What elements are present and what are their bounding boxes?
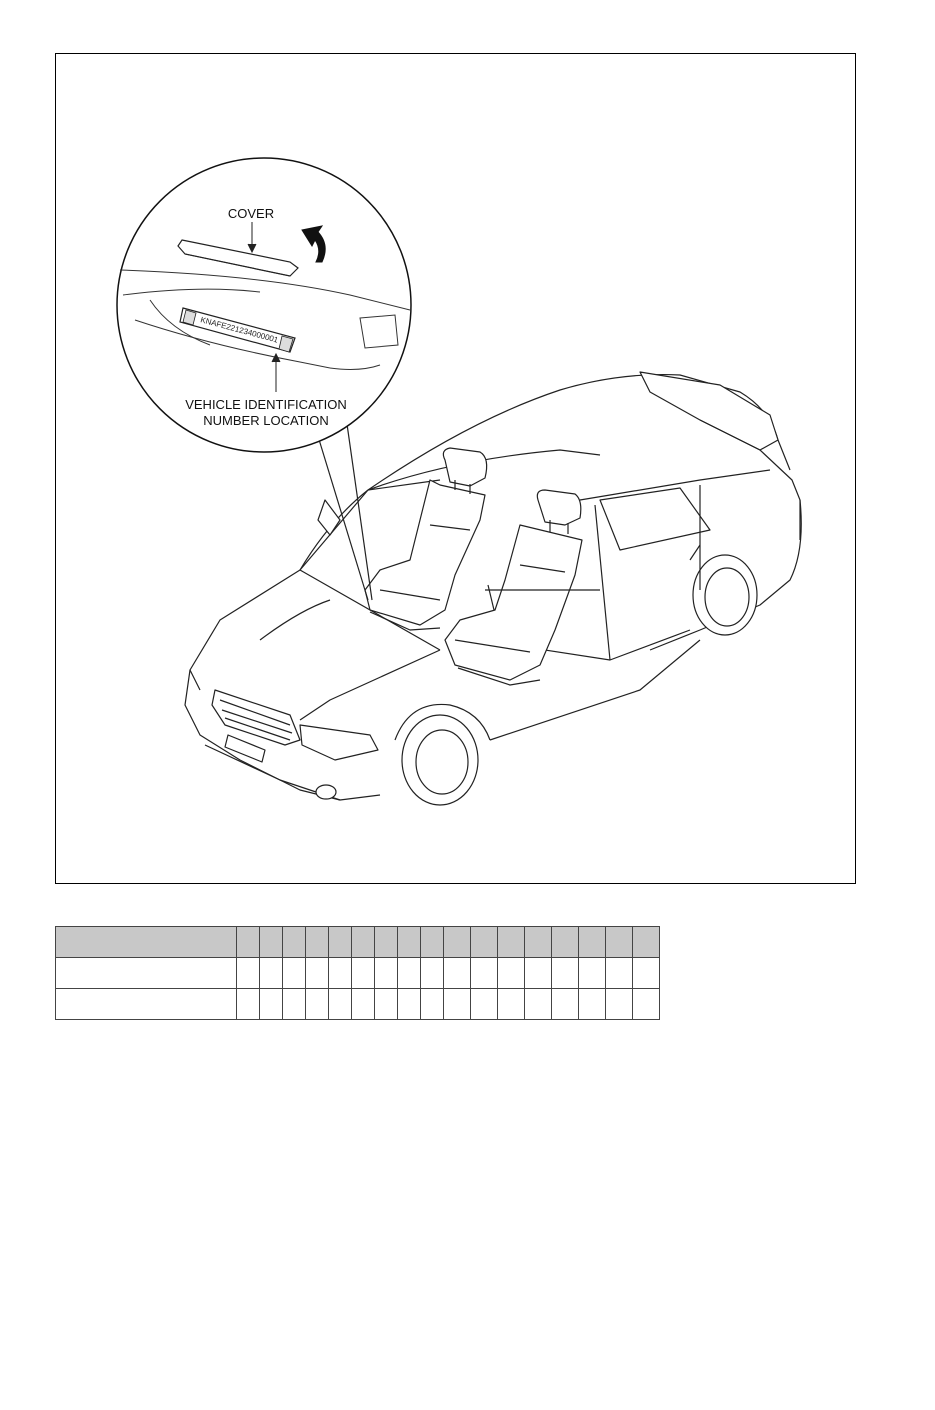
table-header-cell <box>56 927 237 958</box>
table-header-cell <box>579 927 606 958</box>
vin-code-table <box>55 926 660 1020</box>
table-header-row <box>56 927 660 958</box>
table-cell <box>606 958 633 989</box>
table-cell <box>498 989 525 1020</box>
table-header-cell <box>306 927 329 958</box>
table-cell <box>444 989 471 1020</box>
table-header-cell <box>283 927 306 958</box>
table-header-cell <box>471 927 498 958</box>
table-header-cell <box>260 927 283 958</box>
table-cell <box>633 958 660 989</box>
vin-plate-text: KNAFE221234000001 <box>199 315 280 345</box>
table-cell <box>579 989 606 1020</box>
table-header-cell <box>375 927 398 958</box>
table-header-cell <box>525 927 552 958</box>
table-cell <box>444 958 471 989</box>
table-header-cell <box>398 927 421 958</box>
table-cell <box>56 989 237 1020</box>
table-cell <box>471 958 498 989</box>
table-cell <box>398 989 421 1020</box>
cover-label: COVER <box>227 206 275 221</box>
table-cell <box>552 958 579 989</box>
table-cell <box>525 958 552 989</box>
table-header-cell <box>498 927 525 958</box>
table-header-cell <box>444 927 471 958</box>
table-cell <box>260 958 283 989</box>
table-header-cell <box>421 927 444 958</box>
table-header-cell <box>552 927 579 958</box>
table-cell <box>352 989 375 1020</box>
table-cell <box>306 958 329 989</box>
table-cell <box>375 989 398 1020</box>
table-cell <box>498 958 525 989</box>
table-header-cell <box>352 927 375 958</box>
table-cell <box>552 989 579 1020</box>
vin-location-label-line2: NUMBER LOCATION <box>203 413 329 428</box>
table-cell <box>56 958 237 989</box>
table-cell <box>421 989 444 1020</box>
table-cell <box>260 989 283 1020</box>
table-cell <box>633 989 660 1020</box>
table-cell <box>375 958 398 989</box>
table-cell <box>329 989 352 1020</box>
table-header-cell <box>237 927 260 958</box>
table-row <box>56 989 660 1020</box>
table-cell <box>606 989 633 1020</box>
table-header-cell <box>329 927 352 958</box>
table-cell <box>352 958 375 989</box>
table-header-cell <box>606 927 633 958</box>
table-cell <box>398 958 421 989</box>
table-cell <box>283 989 306 1020</box>
table-cell <box>421 958 444 989</box>
vin-location-label-line1: VEHICLE IDENTIFICATION <box>185 397 347 412</box>
table-row <box>56 958 660 989</box>
table-cell <box>283 958 306 989</box>
table-cell <box>471 989 498 1020</box>
table-header-cell <box>633 927 660 958</box>
table-cell <box>329 958 352 989</box>
table-cell <box>579 958 606 989</box>
table-cell <box>525 989 552 1020</box>
table-cell <box>306 989 329 1020</box>
table-cell <box>237 958 260 989</box>
table-cell <box>237 989 260 1020</box>
